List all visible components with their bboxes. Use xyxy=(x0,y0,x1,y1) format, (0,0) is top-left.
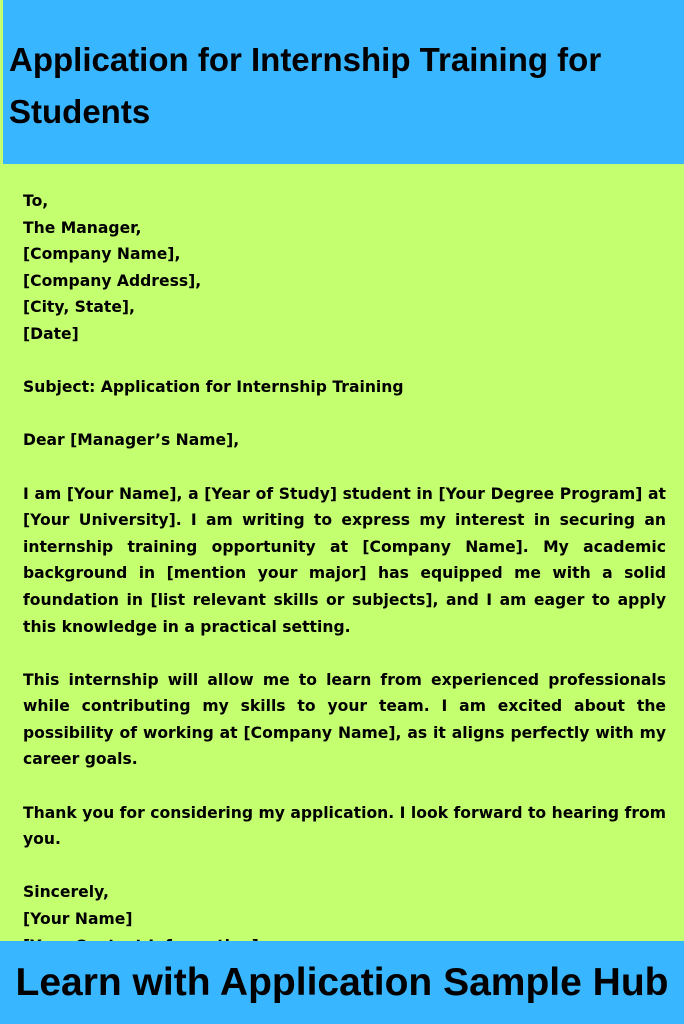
body-paragraph-2: This internship will allow me to learn from experienced professionals while contributing my skills to your team. I am excited about the possibility of working at [Company Name], as it aligns perfectly with my career goals. xyxy=(23,670,666,769)
date-line: [Date] xyxy=(23,324,79,343)
salutation-to: To, xyxy=(23,192,49,210)
spacer xyxy=(23,853,666,880)
footer-banner xyxy=(0,941,684,1024)
footer-text: Learn with Application Sample Hub xyxy=(15,961,669,1004)
company-name-line: [Company Name], xyxy=(23,245,181,264)
spacer xyxy=(23,454,666,481)
city-state-line: [City, State], xyxy=(23,298,135,317)
body-paragraph-1: I am [Your Name], a [Year of Study] student in [Your Degree Program] at [Your University]. I am writing to express my interest in securing an internship training opportunity at [Company Name]. My academic background in [mention your major] has equipped me with a solid foundation in [list relevant skills or subjects], and I am eager to apply this knowledge in a practical setting. xyxy=(23,484,666,636)
spacer xyxy=(23,640,666,667)
spacer xyxy=(23,773,666,800)
greeting-line: Dear [Manager’s Name], xyxy=(23,431,240,450)
header-banner xyxy=(3,0,684,164)
company-address-line: [Company Address], xyxy=(23,271,202,290)
subject-line: Subject: Application for Internship Training xyxy=(23,378,404,397)
spacer xyxy=(23,401,666,428)
spacer xyxy=(23,348,666,375)
signature-name: [Your Name] xyxy=(23,910,133,929)
page-title: Application for Internship Training for Students xyxy=(9,41,602,130)
recipient-line: The Manager, xyxy=(23,218,142,237)
closing-line: Sincerely, xyxy=(23,883,109,902)
body-paragraph-3: Thank you for considering my application. I look forward to hearing from you. xyxy=(23,803,666,849)
letter-body xyxy=(23,188,666,959)
